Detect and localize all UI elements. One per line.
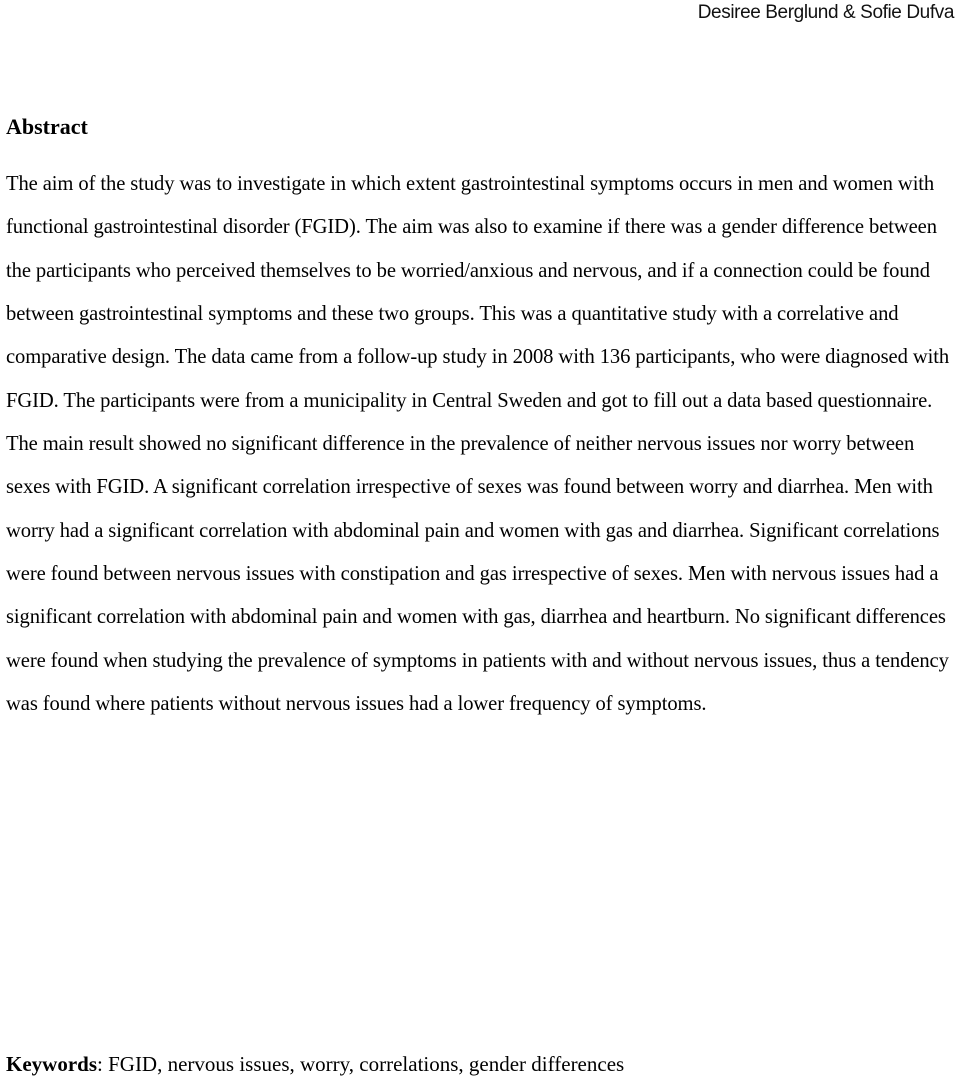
keywords-label: Keywords <box>6 1052 97 1076</box>
keywords-separator: : <box>97 1052 103 1076</box>
running-header-authors: Desiree Berglund & Sofie Dufva <box>697 2 954 23</box>
keywords-list: FGID, nervous issues, worry, correlations, gender differences <box>102 1052 625 1076</box>
abstract-body-text: The aim of the study was to investigate in which extent gastrointestinal symptoms occurs in men and women with functional gastrointestinal disorder (FGID). The aim was also to examine if there was a gender difference between the participants who perceived themselves to be worried/anxious and nervous, and if a connection could be found between gastrointestinal symptoms and these two groups. This was a quantitative study with a correlative and comparative design. The data came from a follow-up study in 2008 with 136 participants, who were diagnosed with FGID. The participants were from a municipality in Central Sweden and got to fill out a data based questionnaire. The main result showed no significant difference in the prevalence of neither nervous issues nor worry between sexes with FGID. A significant correlation irrespective of sexes was found between worry and diarrhea. Men with worry had a significant correlation with abdominal pain and women with gas and diarrhea. Significant correlations were found between nervous issues with constipation and gas irrespective of sexes. Men with nervous issues had a significant correlation with abdominal pain and women with gas, diarrhea and heartburn. No significant differences were found when studying the prevalence of symptoms in patients with and without nervous issues, thus a tendency was found where patients without nervous issues had a lower frequency of symptoms. <box>6 173 950 716</box>
abstract-heading: Abstract <box>6 114 88 139</box>
keywords-line <box>6 1049 624 1079</box>
